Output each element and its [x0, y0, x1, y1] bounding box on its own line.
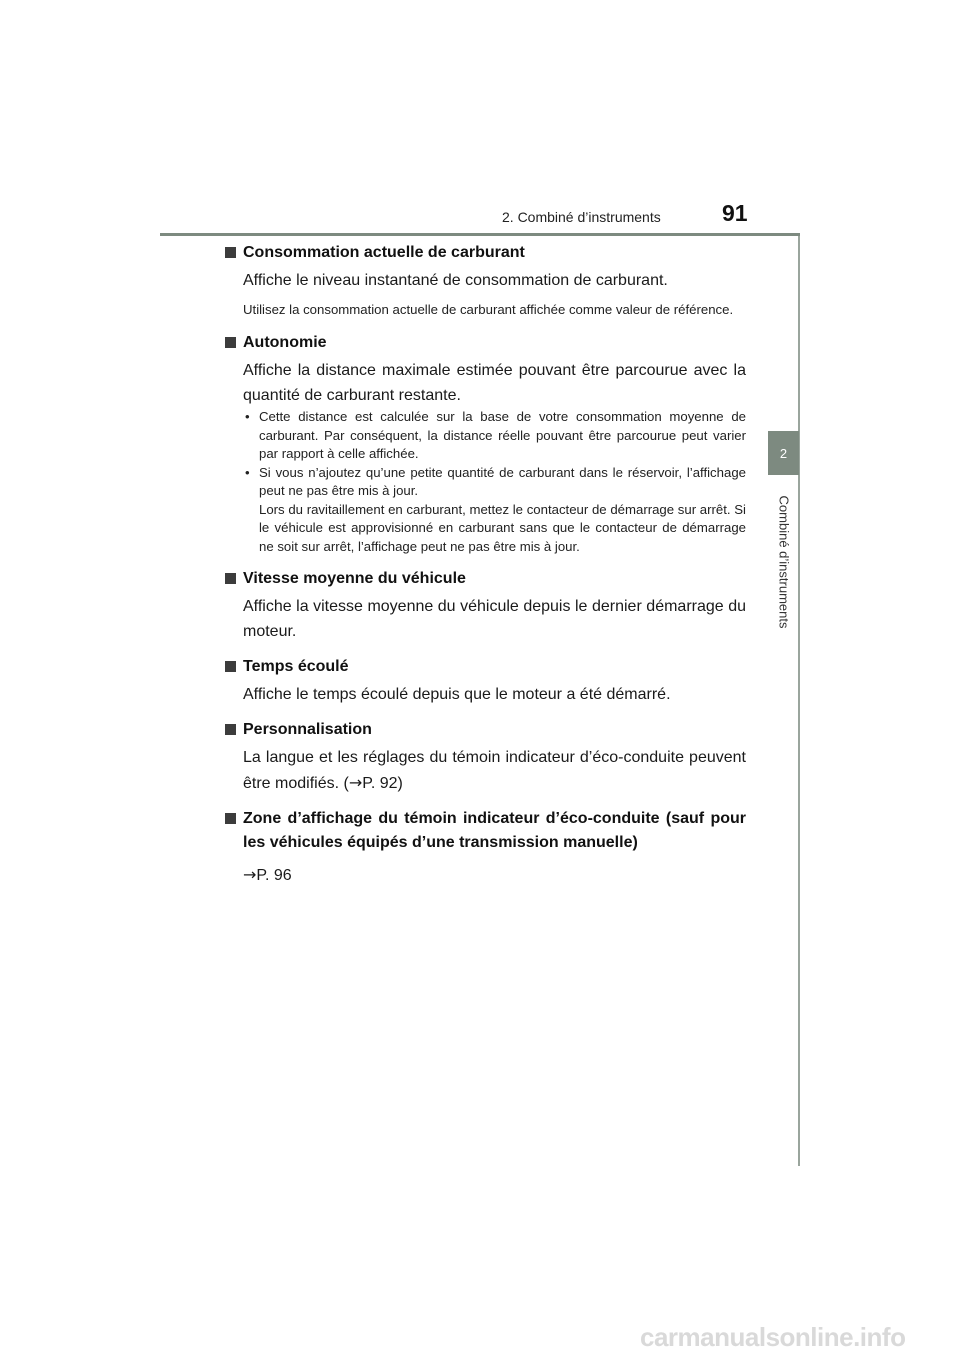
section-body: Affiche la distance maximale estimée pouvant être parcourue avec la quantité de carburant restante.: [243, 362, 746, 404]
section-vitesse: [224, 567, 746, 644]
section-title: Personnalisation: [243, 721, 372, 738]
watermark-logo: carmanualsonline.info: [640, 1322, 906, 1352]
running-header-section: 2. Combiné d’instruments: [502, 209, 661, 225]
page-reference-link[interactable]: P. 96: [256, 867, 292, 884]
side-divider: [798, 236, 800, 1166]
section-title: Temps écoulé: [243, 658, 349, 675]
section-title: Autonomie: [243, 334, 327, 351]
section-body: Affiche le temps écoulé depuis que le moteur a été démarré.: [243, 686, 671, 703]
section-personnalisation: [224, 718, 746, 796]
chapter-label: Combiné d’instruments: [776, 495, 792, 629]
section-zone: [224, 807, 746, 888]
chapter-number: 2: [779, 445, 788, 461]
page-number: 91: [722, 200, 748, 226]
section-consommation: [224, 241, 746, 320]
bullet-dot-icon: •: [245, 409, 250, 424]
list-item: • Cette distance est calculée sur la base de votre consommation moyenne de carburant. Par conséquent, la distance réelle pouvant être parcourue peut varier par rapport à celle affichée.: [245, 409, 746, 461]
section-body: [224, 862, 746, 888]
square-bullet-icon: [225, 573, 236, 584]
section-title: Consommation actuelle de carburant: [243, 244, 525, 261]
chapter-tab: [768, 431, 799, 475]
arrow-right-icon: →: [243, 865, 257, 884]
square-bullet-icon: [225, 661, 236, 672]
section-title: Zone d’affichage du témoin indicateur d’éco-conduite (sauf pour les véhicules équipés d’une transmission manuelle): [243, 810, 746, 851]
section-note: Utilisez la consommation actuelle de carburant affichée comme valeur de référence.: [243, 302, 734, 317]
note-list: [224, 408, 746, 556]
section-body: Affiche la vitesse moyenne du véhicule depuis le dernier démarrage du moteur.: [243, 598, 746, 640]
section-body: La langue et les réglages du témoin indicateur d’éco-conduite peuvent être modifiés. (→P. 92): [243, 749, 746, 792]
section-body: Affiche le niveau instantané de consommation de carburant.: [243, 272, 668, 289]
square-bullet-icon: [225, 813, 236, 824]
square-bullet-icon: [225, 337, 236, 348]
bullet-dot-icon: •: [245, 464, 250, 480]
page-reference-link[interactable]: P. 92: [362, 775, 398, 792]
square-bullet-icon: [225, 247, 236, 258]
section-autonomie: [224, 331, 746, 556]
square-bullet-icon: [225, 724, 236, 735]
list-item: • Si vous n’ajoutez qu’une petite quantité de carburant dans le réservoir, l’affichage peut ne pas être mis à jour. Lors du ravitaillement en carburant, mettez le contacteur de démarrage sur arrêt. Si le véhicule est approvisionné en carburant sans que le contacteur de démarrage ne soit sur arrêt, l’affichage peut ne pas être mis à jour.: [245, 464, 746, 554]
page-content: [224, 241, 746, 899]
section-title: Vitesse moyenne du véhicule: [243, 570, 466, 587]
section-temps: [224, 655, 746, 707]
header-divider: [160, 233, 800, 236]
arrow-right-icon: →: [348, 773, 363, 792]
